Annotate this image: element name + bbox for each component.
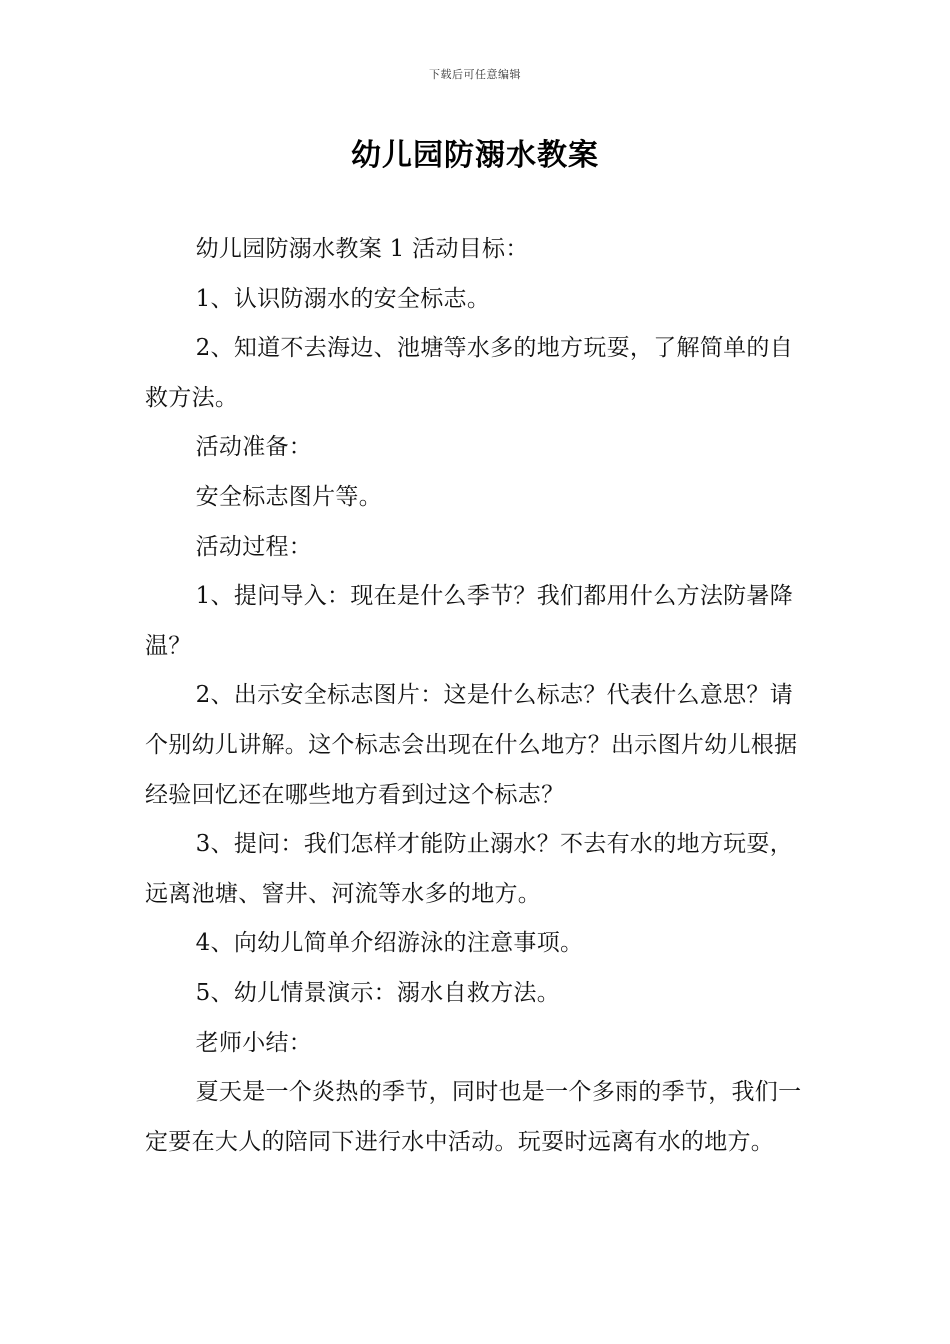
paragraph: 2、出示安全标志图片：这是什么标志？代表什么意思？请个别幼儿讲解。这个标志会出现在什么地方？出示图片幼儿根据经验回忆还在哪些地方看到过这个标志？ bbox=[145, 682, 798, 808]
paragraph: 老师小结： bbox=[195, 1029, 313, 1056]
paragraph: 夏天是一个炎热的季节，同时也是一个多雨的季节，我们一定要在大人的陪同下进行水中活动。玩耍时远离有水的地方。 bbox=[145, 1079, 802, 1155]
header-note: 下载后可任意编辑 bbox=[429, 68, 521, 81]
document-body bbox=[145, 225, 810, 1167]
paragraph: 安全标志图片等。 bbox=[195, 483, 382, 510]
paragraph: 5、幼儿情景演示：溺水自救方法。 bbox=[195, 979, 561, 1006]
paragraph: 1、提问导入：现在是什么季节？我们都用什么方法防暑降温？ bbox=[145, 583, 794, 659]
document-title: 幼儿园防溺水教案 bbox=[351, 138, 599, 173]
paragraph: 3、提问：我们怎样才能防止溺水？不去有水的地方玩耍，远离池塘、窨井、河流等水多的地方。 bbox=[145, 831, 794, 907]
paragraph: 4、向幼儿简单介绍游泳的注意事项。 bbox=[195, 930, 584, 957]
paragraph: 活动过程： bbox=[195, 533, 313, 560]
paragraph: 1、认识防溺水的安全标志。 bbox=[195, 285, 491, 312]
paragraph: 幼儿园防溺水教案 1 活动目标： bbox=[195, 236, 529, 262]
paragraph: 活动准备： bbox=[195, 434, 313, 461]
paragraph: 2、知道不去海边、池塘等水多的地方玩耍，了解简单的自救方法。 bbox=[145, 335, 794, 411]
